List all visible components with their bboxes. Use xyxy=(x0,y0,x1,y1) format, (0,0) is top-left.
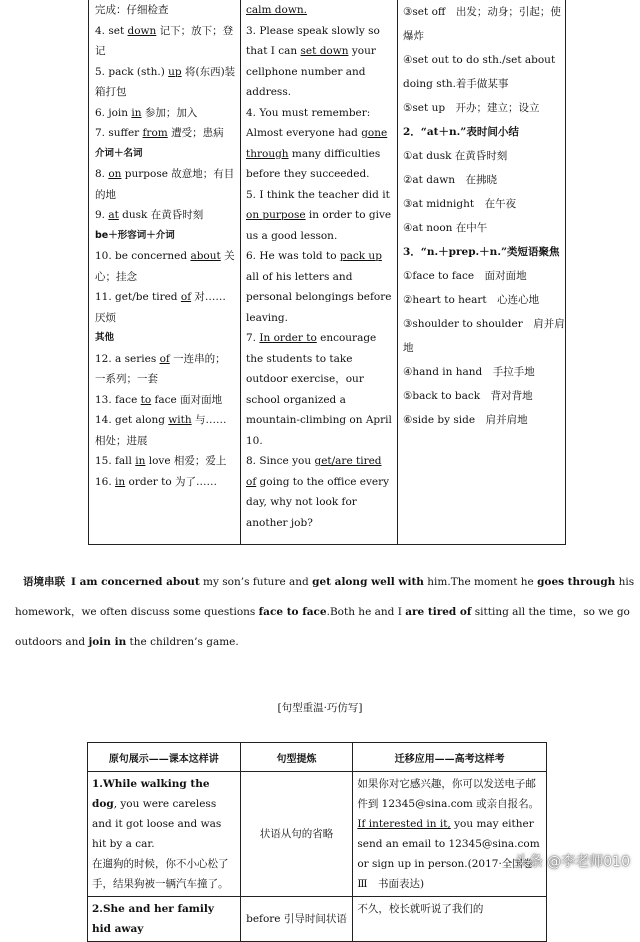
summary-item: ③shoulder to shoulder 肩并肩地 xyxy=(403,318,565,354)
summary-item: ④set out to do sth./set about doing sth.着手做某事 xyxy=(403,54,556,90)
summary-item: ④at noon 在中午 xyxy=(403,222,488,234)
example-sentence: 4. You must remember: Almost everyone had gone through many difficulties before they succeeded. xyxy=(246,106,388,180)
phrase-item: 12. a series of 一连串的；一系列；一套 xyxy=(95,352,226,385)
original-sentence: 2.She and her family hid away xyxy=(88,897,241,942)
example-sentence-column xyxy=(241,0,398,544)
category-heading: be＋形容词＋介词 xyxy=(95,229,175,241)
summary-item: ②heart to heart 心连心地 xyxy=(403,294,540,306)
summary-item: ⑥side by side 肩并肩地 xyxy=(403,414,528,426)
phrase-item: 6. join in 参加；加入 xyxy=(95,106,198,119)
phrase-item: 16. in order to 为了…… xyxy=(95,475,218,488)
pattern-cell: before 引导时间状语 xyxy=(240,897,353,942)
example-sentence: 6. He was told to pack up all of his letters and personal belongings before leaving. xyxy=(246,250,392,324)
example-sentence: 7. In order to encourage the students to take outdoor exercise，our school organized a mountain-climbing on April 10. xyxy=(246,332,392,447)
example-sentence: 5. I think the teacher did it on purpose in order to give us a good lesson. xyxy=(246,188,392,242)
summary-item: ②at dawn 在拂晓 xyxy=(403,174,497,186)
application-cell: 如果你对它感兴趣，你可以发送电子邮件到 12345@sina.com 或亲自报名。 If interested in it, you may either send an email to 12345@sina.com or sign up in person.(2017·全国卷Ⅲ 书面表达) xyxy=(353,772,547,897)
phrase-item: 8. on purpose 故意地；有目的地 xyxy=(95,168,235,201)
summary-item: ③at midnight 在午夜 xyxy=(403,198,517,210)
table-row xyxy=(88,772,547,897)
application-cell: 不久，校长就听说了我们的 xyxy=(353,897,547,942)
sentence-pattern-table xyxy=(87,742,547,942)
phrase-item: 11. get/be tired of 对……厌烦 xyxy=(95,291,226,324)
watermark-text: 头条 @李老师010 xyxy=(514,854,630,870)
context-paragraph: 语境串联 I am concerned about my son’s future and get along well with him.The moment he goes through his homework，we often discuss some questions face to face.Both he and I are tired of sitting all the time，so we go outdoors and join in the children’s game. xyxy=(15,576,635,648)
example-sentence: 3. Please speak slowly so that I can set down your cellphone number and address. xyxy=(246,24,380,98)
context-tag: 语境串联 xyxy=(23,576,65,588)
category-heading: 介词＋名词 xyxy=(95,147,143,159)
pattern-cell: 状语从句的省略 xyxy=(240,772,353,897)
phrase-item: 4. set down 记下；放下；登记 xyxy=(95,24,234,57)
phrase-item: 5. pack (sth.) up 将(东西)装箱打包 xyxy=(95,65,236,98)
summary-item: ⑤set up 开办；建立；设立 xyxy=(403,102,540,114)
table-row xyxy=(88,897,547,942)
summary-heading: 2．“at＋n.”表时间小结 xyxy=(403,126,519,138)
header-original: 原句展示——课本这样讲 xyxy=(88,743,241,772)
summary-item: ③set off 出发；动身；引起；使爆炸 xyxy=(403,6,561,42)
phrase-column xyxy=(89,0,241,544)
summary-item: ④hand in hand 手拉手地 xyxy=(403,366,535,378)
summary-item: ①at dusk 在黄昏时刻 xyxy=(403,150,508,162)
phrase-line: 完成：仔细检查 xyxy=(95,4,169,16)
category-heading: 其他 xyxy=(95,332,115,343)
phrase-item: 13. face to face 面对面地 xyxy=(95,393,223,406)
vocabulary-table xyxy=(88,0,566,545)
original-sentence: 1.While walking the dog, you were careless and it got loose and was hit by a car. 在遛狗的时候，你不小心松了手，结果狗被一辆汽车撞了。 xyxy=(88,772,241,897)
phrase-item: 15. fall in love 相爱；爱上 xyxy=(95,455,227,467)
summary-item: ①face to face 面对面地 xyxy=(403,270,527,282)
summary-heading: 3．“n.＋prep.＋n.”类短语聚焦 xyxy=(403,246,560,258)
phrase-item: 14. get along with 与……相处；进展 xyxy=(95,414,227,447)
header-application: 迁移应用——高考这样考 xyxy=(353,743,547,772)
phrase-item: 10. be concerned about 关心；挂念 xyxy=(95,250,235,283)
phrase-item: 9. at dusk 在黄昏时刻 xyxy=(95,209,204,221)
table-header-row xyxy=(88,743,547,772)
sentence-line: calm down. xyxy=(246,4,307,16)
section-title: [句型重温·巧仿写] xyxy=(277,702,363,714)
phrase-item: 7. suffer from 遭受；患病 xyxy=(95,127,224,139)
summary-item: ⑤back to back 背对背地 xyxy=(403,390,533,402)
header-pattern: 句型提炼 xyxy=(240,743,353,772)
summary-column xyxy=(398,0,565,544)
example-sentence: 8. Since you get/are tired of going to the office every day, why not look for another job? xyxy=(246,455,390,529)
